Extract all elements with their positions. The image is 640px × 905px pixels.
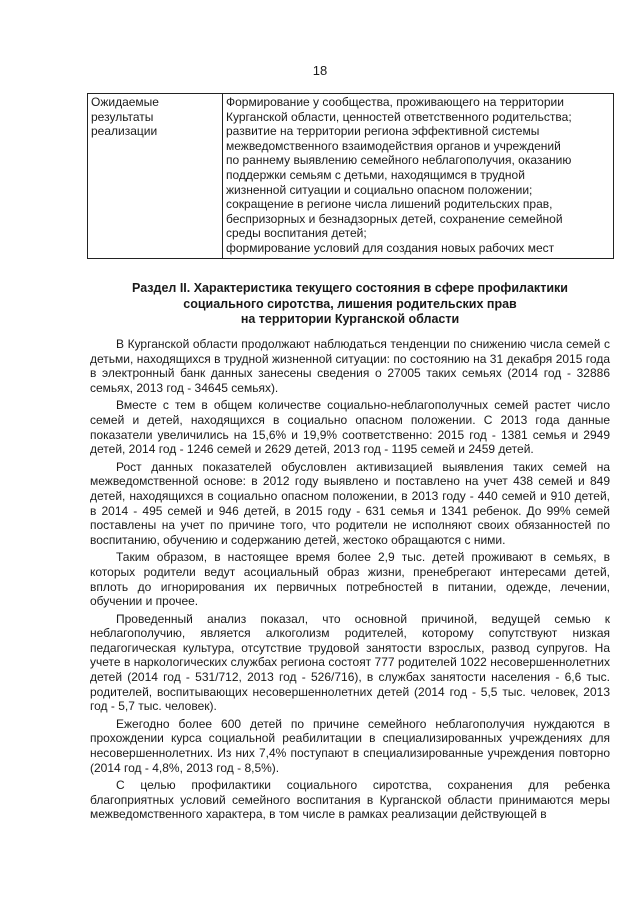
table-line: поддержки семьям с детьми, находящимся в трудной — [226, 167, 525, 182]
paragraph: С целью профилактики социального сиротства, сохранения для ребенка благоприятных условий семейного воспитания в Курганской области принимаются меры межведомственного характера, в том числе в рамках реализации действующей в — [90, 778, 610, 822]
expected-results-table — [87, 93, 614, 259]
paragraph: Вместе с тем в общем количестве социально-неблагополучных семей растет число семей и детей, находящихся в социально опасном положении. С 2013 года данные показатели увеличились на 15,6% и 19,9% соответственно: 2015 год - 1381 семья и 2949 детей, 2014 год - 1246 семей и 2629 детей, 2013 год - 1195 семей и 2459 детей. — [90, 398, 610, 457]
section-heading-line: Раздел II. Характеристика текущего состояния в сфере профилактики — [132, 281, 568, 295]
page-number: 18 — [312, 63, 328, 78]
paragraph: В Курганской области продолжают наблюдаться тенденции по снижению числа семей с детьми, находящихся в трудной жизненной ситуации: по состоянию на 31 декабря 2015 года в электронный банк данных занесены сведения о 27005 таких семьях (2014 год - 32886 семьях, 2013 год - 34645 семьях). — [90, 337, 610, 395]
paragraph: Рост данных показателей обусловлен активизацией выявления таких семей на межведомственной основе: в 2012 году выявлено и поставлено на учет 438 семей и 849 детей, находящихся в социально опасном положении, в 2013 году - 440 семей и 910 детей, в 2014 - 495 семей и 946 детей, в 2015 году - 631 семья и 1341 ребенок. До 99% семей поставлены на учет по причине того, что родители не исполняют своих обязанностей по воспитанию, обучению и содержанию детей, жестоко обращаются с ними. — [90, 459, 610, 547]
section-heading-line: социального сиротства, лишения родительских прав — [183, 296, 517, 311]
table-line: развитие на территории региона эффективной системы — [226, 124, 540, 139]
table-line: межведомственного взаимодействия органов и учреждений — [226, 138, 561, 153]
paragraph: Проведенный анализ показал, что основной причиной, ведущей семью к неблагополучию, является алкоголизм родителей, которому сопутствуют низкая педагогическая культура, отсутствие трудовой занятости взрослых, развод супругов. На учете в наркологических службах региона состоят 777 родителей 1022 несовершеннолетних детей (2014 год - 531/712, 2013 год - 526/716), в службах занятости населения - 6,6 тыс. родителей, воспитывающих несовершеннолетних детей (2014 год - 5,5 тыс. человек, 2013 год - 5,7 тыс. человек). — [90, 611, 610, 714]
table-line: жизненной ситуации и социально опасном положении; — [226, 182, 533, 197]
paragraph: Таким образом, в настоящее время более 2,9 тыс. детей проживают в семьях, в которых родители ведут асоциальный образ жизни, пренебрегают интересами детей, вплоть до игнорирования их первичных потребностей в питании, одежде, лечении, обучении и прочее. — [90, 550, 610, 609]
table-line: Курганской области, ценностей ответственного родительства; — [226, 109, 572, 124]
table-line: по раннему выявлению семейного неблагополучия, оказанию — [226, 153, 572, 168]
section-heading-line: на территории Курганской области — [240, 312, 460, 326]
table-label-cell: Ожидаемые результаты реализации — [88, 94, 223, 259]
section-body — [90, 337, 610, 825]
section-heading — [90, 281, 610, 328]
paragraph: Ежегодно более 600 детей по причине семейного неблагополучия нуждаются в прохождении курса социальной реабилитации в специализированных учреждениях для несовершеннолетних. Из них 7,4% поступают в специализированные учреждения повторно (2014 год - 4,8%, 2013 год - 8,5%). — [90, 716, 610, 775]
table-line: формирование условий для создания новых рабочих мест — [226, 240, 555, 255]
table-line: беспризорных и безнадзорных детей, сохранение семейной — [226, 211, 563, 226]
table-content-cell — [223, 94, 614, 259]
table-row — [88, 94, 614, 259]
table-line: среды воспитания детей; — [226, 226, 367, 241]
table-line: сокращение в регионе числа лишений родительских прав, — [226, 197, 553, 212]
table-line: Формирование у сообщества, проживающего на территории — [226, 95, 564, 109]
